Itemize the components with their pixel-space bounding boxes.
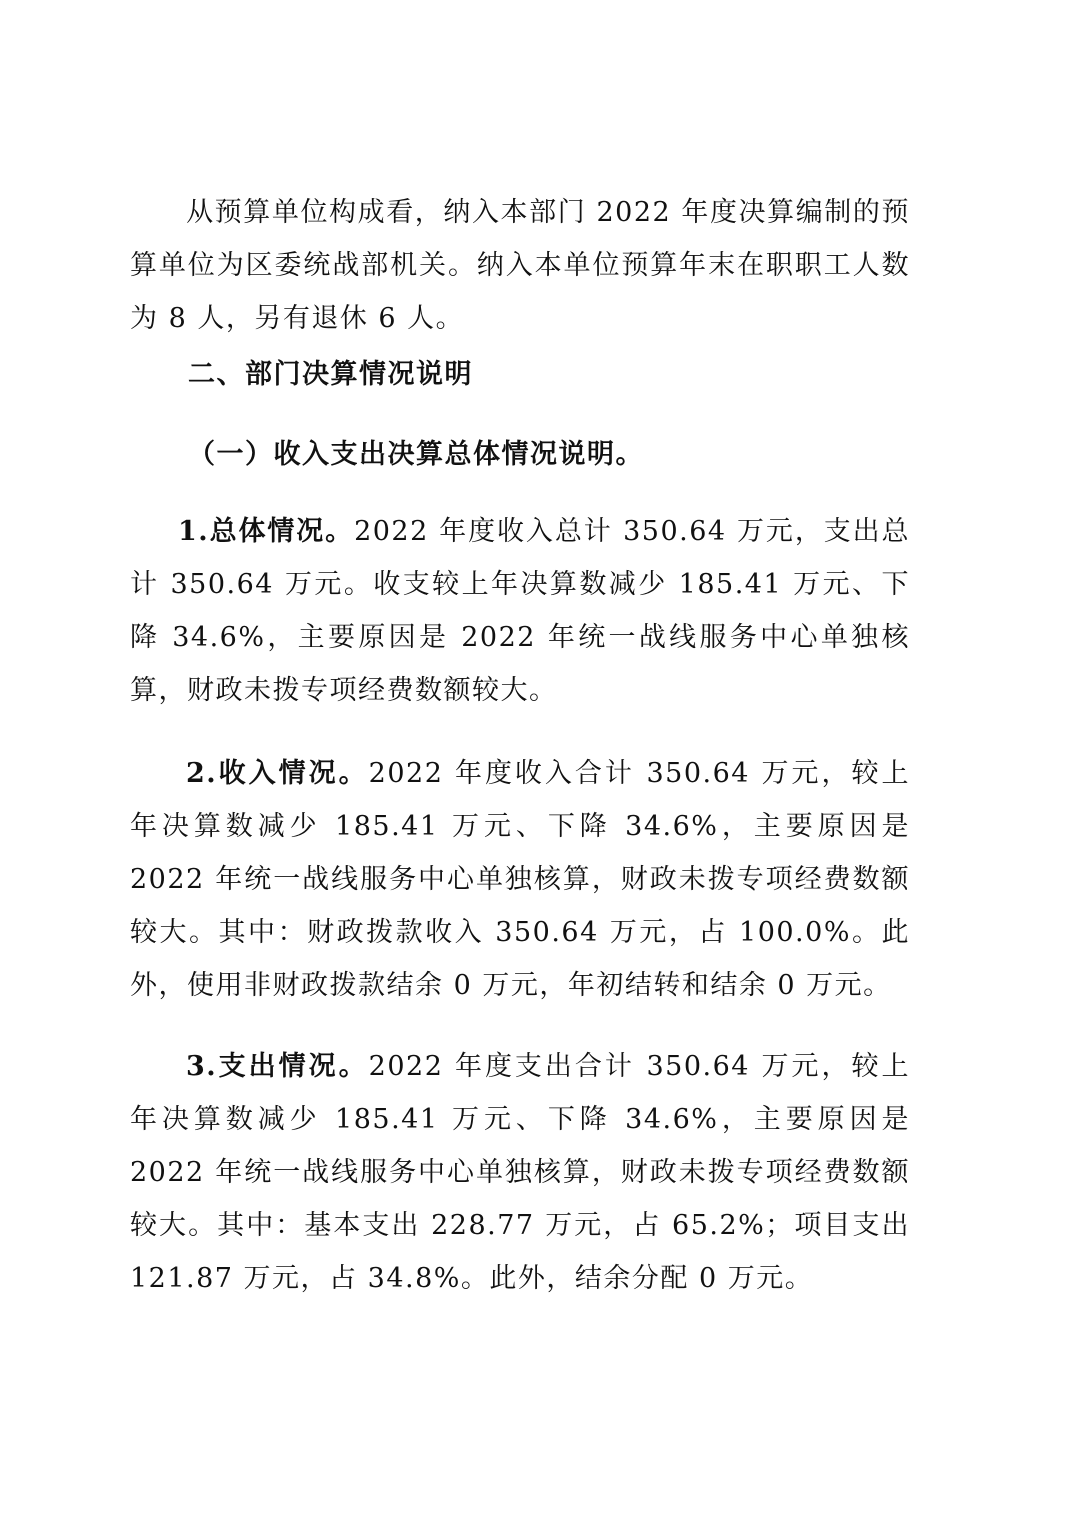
overall-paragraph <box>130 505 910 717</box>
overall-lead: 1.总体情况。 <box>178 516 355 547</box>
section-heading: 二、部门决算情况说明 <box>188 359 473 390</box>
expense-paragraph <box>130 1040 910 1305</box>
subsection-heading: （一）收入支出决算总体情况说明。 <box>188 439 644 470</box>
income-lead: 2.收入情况。 <box>186 758 369 789</box>
overall-text: 2022 年度收入总计 350.64 万元，支出总计 350.64 万元。收支较上年决算数减少 185.41 万元、下降 34.6%，主要原因是 2022 年统一战线服务中心单独核算，财政未拨专项经费数额较大。 <box>130 516 911 706</box>
intro-text: 从预算单位构成看，纳入本部门 2022 年度决算编制的预算单位为区委统战部机关。纳入本单位预算年末在职职工人数为 8 人，另有退休 6 人。 <box>130 197 910 334</box>
expense-text: 2022 年度支出合计 350.64 万元，较上年决算数减少 185.41 万元、下降 34.6%，主要原因是 2022 年统一战线服务中心单独核算，财政未拨专项经费数额较大。其中：基本支出 228.77 万元，占 65.2%；项目支出 121.87 万元，占 34.8%。此外，结余分配 0 万元。 <box>130 1051 911 1294</box>
income-text: 2022 年度收入合计 350.64 万元，较上年决算数减少 185.41 万元、下降 34.6%，主要原因是 2022 年统一战线服务中心单独核算，财政未拨专项经费数额较大。其中：财政拨款收入 350.64 万元，占 100.0%。此外，使用非财政拨款结余 0 万元，年初结转和结余 0 万元。 <box>130 758 911 1001</box>
expense-lead: 3.支出情况。 <box>186 1051 369 1082</box>
income-paragraph <box>130 747 910 1012</box>
intro-paragraph <box>130 186 910 345</box>
